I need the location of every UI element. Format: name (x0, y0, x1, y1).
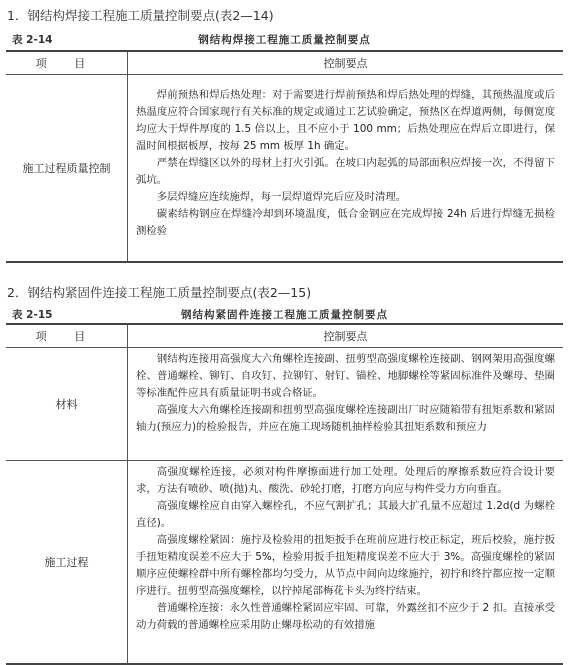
row-content (128, 75, 563, 261)
paragraph: 普通螺栓连接：永久性普通螺栓紧固应牢固、可靠，外露丝扣不应少于 2 扣。直接承受动力荷载的普通螺栓应采用防止螺母松动的有效措施 (136, 602, 555, 631)
table-header (6, 52, 563, 75)
table-number: 表 2-14 (12, 34, 53, 46)
paragraph: 高强度螺栓应自由穿入螺栓孔，不应气割扩孔；其最大扩孔量不应超过 1.2d(d 为螺栓直径)。 (136, 500, 555, 529)
table-2-14 (6, 50, 563, 263)
header-content: 控制要点 (323, 57, 368, 70)
row-item: 施工过程 (6, 461, 128, 663)
header-item: 项 目 (6, 325, 128, 347)
section-2-title: 2．钢结构紧固件连接工程施工质量控制要点(表2—15) (7, 285, 312, 300)
paragraph: 高强度螺栓连接，必须对构件摩擦面进行加工处理。处理后的摩擦系数应符合设计要求，方法有喷砂、喷(抛)丸、酸洗、砂轮打磨，打磨方向应与构件受力方向垂直。 (136, 466, 555, 495)
paragraph: 钢结构连接用高强度大六角螺栓连接副、扭剪型高强度螺栓连接副、钢网架用高强度螺栓、普通螺栓、铆钉、自攻钉、拉铆钉、射钉、锚栓、地脚螺栓等紧固标准件及螺母、垫圈等标准配件应具有质量证明书或合格证。 (136, 353, 555, 399)
row-item: 施工过程质量控制 (6, 75, 128, 261)
row-content (128, 348, 563, 460)
table-2-15 (6, 323, 563, 665)
section-1-title: 1．钢结构焊接工程施工质量控制要点(表2—14) (7, 8, 274, 23)
table-row (6, 460, 563, 663)
table-header (6, 325, 563, 348)
paragraph: 碳素结构钢应在焊缝冷却到环境温度，低合金钢应在完成焊接 24h 后进行焊缝无损检测检验 (136, 208, 555, 237)
table-number: 表 2-15 (12, 309, 53, 321)
table-name: 钢结构紧固件连接工程施工质量控制要点 (181, 309, 388, 321)
table-row (6, 75, 563, 261)
header-item: 项 目 (6, 52, 128, 74)
row-content (128, 461, 563, 663)
header-content: 控制要点 (323, 330, 368, 343)
paragraph: 多层焊缝应连续施焊，每一层焊道焊完后应及时清理。 (156, 191, 407, 203)
table-name: 钢结构焊接工程施工质量控制要点 (198, 34, 371, 46)
paragraph: 高强度大六角螺栓连接副和扭剪型高强度螺栓连接副出厂时应随箱带有扭矩系数和紧固轴力(预应力)的检验报告，并应在施工现场随机抽样检验其扭矩系数和预应力 (136, 404, 555, 433)
row-item: 材料 (6, 348, 128, 460)
paragraph: 焊前预热和焊后热处理：对于需要进行焊前预热和焊后热处理的焊缝，其预热温度或后热温度应符合国家现行有关标准的规定或通过工艺试验确定，预热区在焊道两侧，每侧宽度均应大于焊件厚度的 1.5 倍以上，且不应小于 100 mm；后热处理应在焊后立即进行，保温时间根据板厚，按每 25 mm 板厚 1h 确定。 (136, 89, 555, 152)
paragraph: 高强度螺栓紧固：施拧及检验用的扭矩扳手在班前应进行校正标定，班后校验，施拧扳手扭矩精度误差不应大于 5%，检验用扳手扭矩精度误差不应大于 3%。高强度螺栓的紧固顺序应使螺栓群中所有螺栓都均匀受力，从节点中间向边缘施拧，初拧和终拧都应按一定顺序进行。扭剪型高强度螺栓，以拧掉尾部梅花卡头为终拧结束。 (136, 534, 555, 597)
paragraph: 严禁在焊缝区以外的母材上打火引弧。在坡口内起弧的局部面积应焊接一次，不得留下弧坑。 (136, 157, 555, 186)
table-row (6, 348, 563, 460)
